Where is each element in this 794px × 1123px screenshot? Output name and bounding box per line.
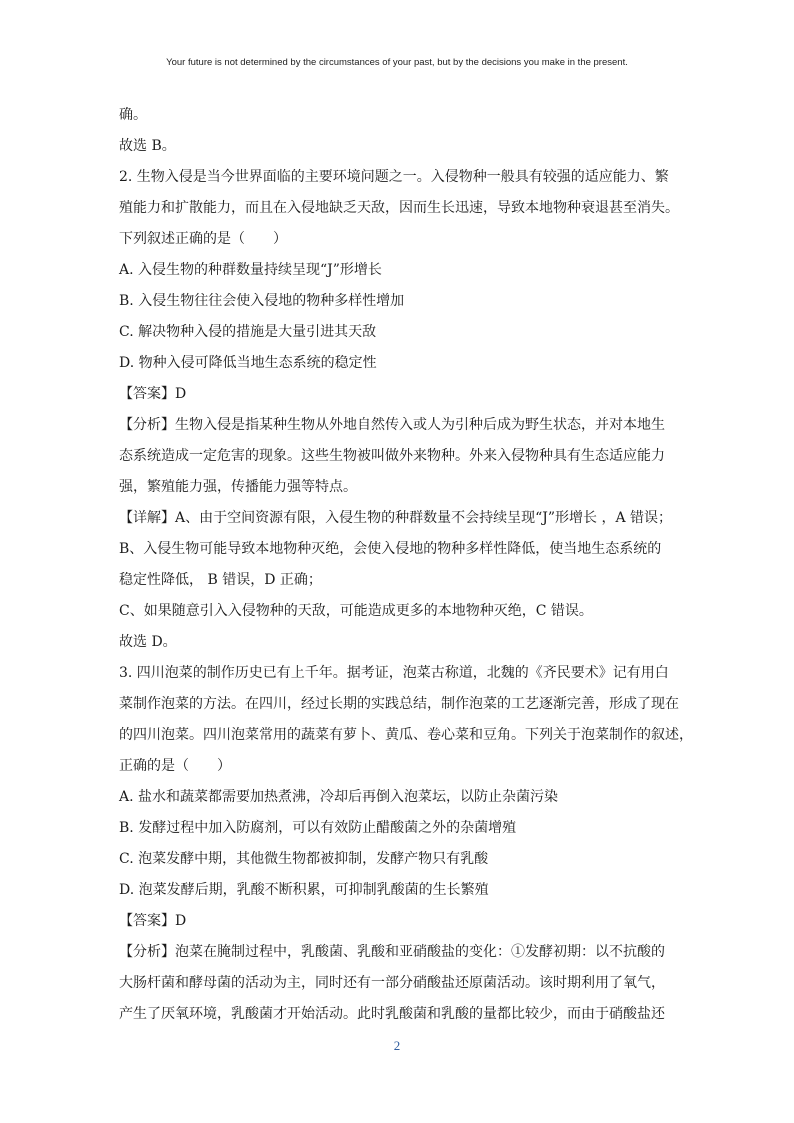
option-b: B. 发酵过程中加入防腐剂，可以有效防止醋酸菌之外的杂菌增殖: [119, 820, 517, 836]
text-line: 确。: [119, 107, 147, 123]
text-line: 态系统造成一定危害的现象。这些生物被叫做外来物种。外来入侵物种具有生态适应能力: [119, 448, 665, 464]
page-number: 2: [393, 1038, 401, 1053]
text-line: 故选 B。: [119, 138, 176, 154]
text-line: 殖能力和扩散能力，而且在入侵地缺乏天敌，因而生长迅速，导致本地物种衰退甚至消失。: [119, 200, 679, 216]
text-line: 下列叙述正确的是（ ）: [119, 231, 287, 247]
text-line: 的四川泡菜。四川泡菜常用的蔬菜有萝卜、黄瓜、卷心菜和豆角。下列关于泡菜制作的叙述，: [119, 727, 693, 743]
option-c: C. 泡菜发酵中期，其他微生物都被抑制，发酵产物只有乳酸: [119, 851, 489, 867]
text-line: B、入侵生物可能导致本地物种灭绝，会使入侵地的物种多样性降低，使当地生态系统的: [119, 541, 662, 557]
option-d: D. 泡菜发酵后期，乳酸不断积累，可抑制乳酸菌的生长繁殖: [119, 882, 489, 898]
document-body: [119, 100, 693, 1030]
answer-line: 【答案】D: [119, 386, 187, 402]
text-line: 大肠杆菌和酵母菌的活动为主，同时还有一部分硝酸盐还原菌活动。该时期利用了氧气，: [119, 975, 665, 991]
question-2-stem: 2. 生物入侵是当今世界面临的主要环境问题之一。入侵物种一般具有较强的适应能力、繁: [119, 169, 669, 185]
option-a: A. 盐水和蔬菜都需要加热煮沸，冷却后再倒入泡菜坛，以防止杂菌污染: [119, 789, 559, 805]
header-motto: Your future is not determined by the circumstances of your past, but by the decisions you make in the present.: [166, 57, 628, 68]
text-line: 正确的是（ ）: [119, 758, 231, 774]
question-3-stem: 3. 四川泡菜的制作历史已有上千年。据考证，泡菜古称道，北魏的《齐民要术》记有用白: [119, 665, 669, 681]
analysis-line: 【分析】泡菜在腌制过程中，乳酸菌、乳酸和亚硝酸盐的变化：①发酵初期：以不抗酸的: [119, 944, 665, 960]
text-line: 产生了厌氧环境，乳酸菌才开始活动。此时乳酸菌和乳酸的量都比较少，而由于硝酸盐还: [119, 1006, 665, 1022]
option-d: D. 物种入侵可降低当地生态系统的稳定性: [119, 355, 377, 371]
text-line: 菜制作泡菜的方法。在四川，经过长期的实践总结，制作泡菜的工艺逐渐完善，形成了现在: [119, 696, 679, 712]
option-c: C. 解决物种入侵的措施是大量引进其天敌: [119, 324, 377, 340]
answer-line: 【答案】D: [119, 913, 187, 929]
text-line: 稳定性降低， B 错误，D 正确；: [119, 572, 322, 588]
text-line: 故选 D。: [119, 634, 177, 650]
option-b: B. 入侵生物往往会使入侵地的物种多样性增加: [119, 293, 405, 309]
option-a: A. 入侵生物的种群数量持续呈现“J”形增长: [119, 262, 382, 278]
analysis-line: 【分析】生物入侵是指某种生物从外地自然传入或人为引种后成为野生状态，并对本地生: [119, 417, 665, 433]
text-line: C、如果随意引入入侵物种的天敌，可能造成更多的本地物种灭绝，C 错误。: [119, 603, 593, 619]
text-line: 强，繁殖能力强，传播能力强等特点。: [119, 479, 357, 495]
detail-line: 【详解】A、由于空间资源有限，入侵生物的种群数量不会持续呈现“J”形增长 ，A 错误；: [119, 510, 673, 526]
